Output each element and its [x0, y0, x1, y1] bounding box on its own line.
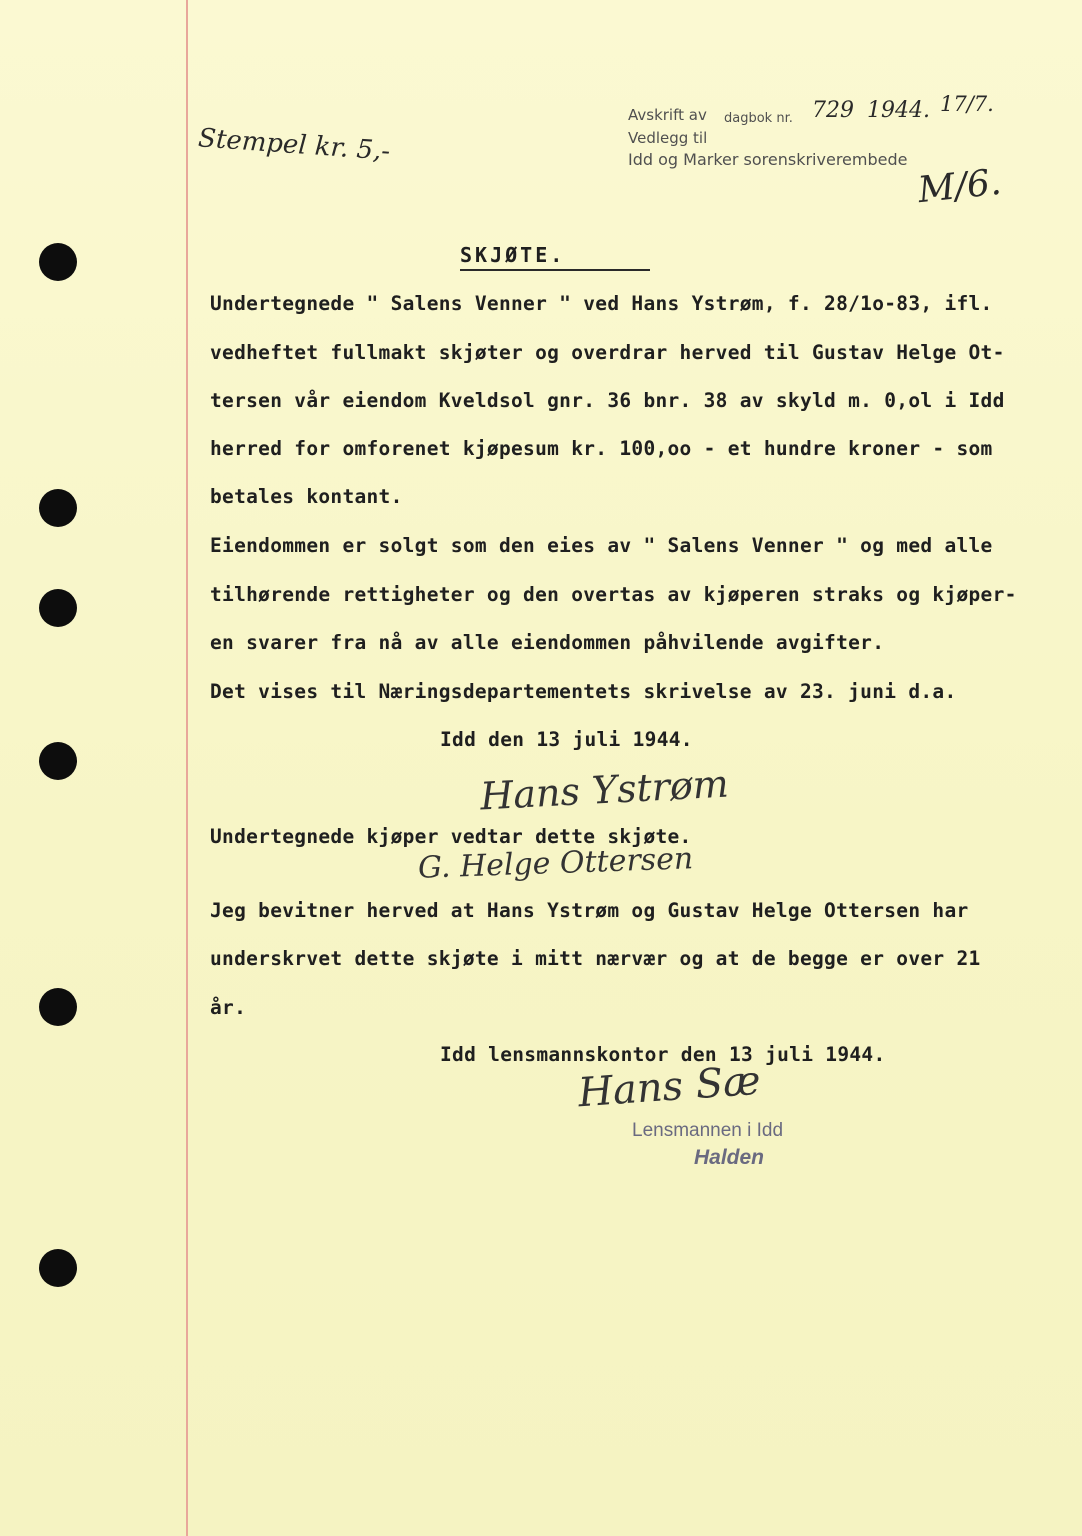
body-line: herred for omforenet kjøpesum kr. 100,oo - et hundre kroner - som: [210, 437, 993, 460]
avskrift-label: Avskrift av: [628, 106, 707, 124]
witness-line: år.: [210, 996, 247, 1019]
buyer-signature: G. Helge Ottersen: [417, 841, 694, 886]
punch-hole: [39, 489, 77, 527]
body-line: betales kontant.: [210, 485, 403, 508]
clerk-initials: M/6.: [916, 161, 1004, 212]
body-line: vedheftet fullmakt skjøter og overdrar herved til Gustav Helge Ot-: [210, 341, 1005, 364]
document-title: SKJØTE.: [460, 243, 650, 271]
vedlegg-label: Vedlegg til: [628, 129, 708, 147]
punch-hole: [39, 742, 77, 780]
punch-hole: [39, 1249, 77, 1287]
body-line: en svarer fra nå av alle eiendommen påhvilende avgifter.: [210, 631, 885, 654]
witness-line: underskrvet dette skjøte i mitt nærvær og at de begge er over 21: [210, 947, 981, 970]
witness-signature: Hans Sæ: [576, 1057, 763, 1117]
dagbok-year: 1944.: [867, 98, 930, 123]
body-line: Eiendommen er solgt som den eies av " Salens Venner " og med alle: [210, 534, 993, 557]
body-line: Det vises til Næringsdepartementets skrivelse av 23. juni d.a.: [210, 680, 957, 703]
place-date-2: Idd lensmannskontor den 13 juli 1944.: [440, 1043, 886, 1066]
dagbok-number: 729: [812, 98, 854, 123]
margin-rule: [186, 0, 188, 1536]
seller-signature: Hans Ystrøm: [479, 761, 730, 819]
dagbok-date: 17/7.: [940, 92, 994, 116]
official-stamp-title: Lensmannen i Idd: [632, 1120, 784, 1141]
office-name: Idd og Marker sorenskriverembede: [628, 150, 908, 169]
stamp-duty-note: Stempel kr. 5,-: [197, 123, 392, 167]
place-date-1: Idd den 13 juli 1944.: [440, 728, 693, 751]
witness-line: Jeg bevitner herved at Hans Ystrøm og Gustav Helge Ottersen har: [210, 899, 969, 922]
dagbok-label: dagbok nr.: [724, 111, 793, 126]
punch-hole: [39, 243, 77, 281]
official-stamp-place: Halden: [694, 1146, 765, 1169]
body-line: tersen vår eiendom Kveldsol gnr. 36 bnr. 38 av skyld m. 0,ol i Idd: [210, 389, 1005, 412]
body-line: tilhørende rettigheter og den overtas av kjøperen straks og kjøper-: [210, 583, 1017, 606]
body-line: Undertegnede " Salens Venner " ved Hans Ystrøm, f. 28/1o-83, ifl.: [210, 292, 993, 315]
punch-hole: [39, 988, 77, 1026]
punch-hole: [39, 589, 77, 627]
buyer-acceptance: Undertegnede kjøper vedtar dette skjøte.: [210, 825, 692, 848]
